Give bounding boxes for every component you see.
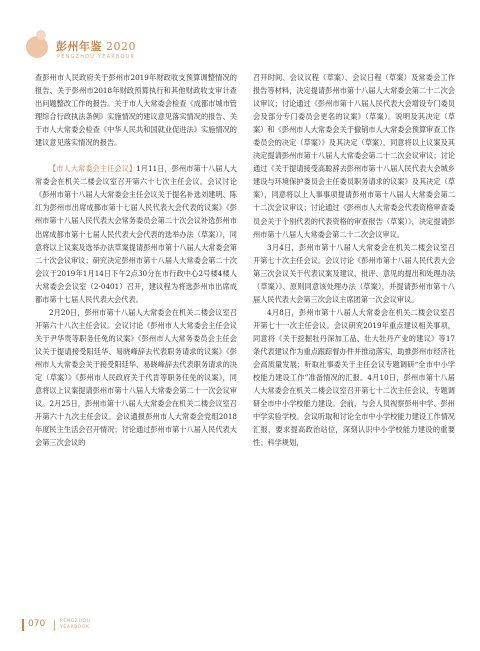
footer-label-line1: PENGZHOU [60,619,91,624]
right-column [253,71,455,449]
paragraph: 召开时间、会议议程（草案）、会议日程（草案）及常委会工作报告等材料，决定提请彭州市第十八届人大常委会第二十二次会议审议；讨论通过《彭州市第十八届人民代表大会增设专门委员会及部分专门委员会更名的议案》（草案）。说明及其决定（草案）和《彭州市人大常委会关于撤销市人大常委会预算审查工作委员会的决定（草案）》及其决定（草案），同意将以上议案及其决定提请彭州市第十八届人大常委会第二十二次会议审议；讨论通过《关于提请接受高聪辞去彭州市第十八届人民代表大会城乡建设与环境保护委员会主任委员职务请求的议案》及其决定（草案），同意将以上人事事项提请彭州市第十八届人大常委会第二十二次会议审议；讨论通过《彭州市人大常委会代表资格审查委员会关于个别代表的代表资格的审查报告（草案）》，决定提请彭州市第十八届人大常委会第二十二次会议审议。 [253,73,455,239]
page-footer [22,616,222,636]
yearbook-year: 2020 [106,40,136,53]
paragraph: 查彭州市人民政府关于彭州市2019年财政收支预算调整情况的报告、关于彭州市2018年财政预算执行和其他财政收支审计查出问题整改工作的报告。关于市人大常委会检查《成都市城市管理综合行政执法条例》实施情况的建议意见落实情况的报告、关于市人大常委会检查《中华人民共和国就业促进法》实施情况的建议意见落实情况的报告。 [35,73,237,148]
yearbook-title [56,38,136,54]
paragraph: 3月4日，彭州市第十八届人大常委会在机关二楼会议室召开第七十次主任会议。会议讨论《彭州市第十八届人民代表大会第三次会议关于代表议案及建议、批评、意见的提出和处理办法（草案）》、原则同意该处理办法（草案），并提请彭州市第十八届人民代表大会第三次会议主席团第一次会议审议。 [253,242,455,304]
page-number: 070 [28,619,46,629]
section-paragraph [35,162,237,306]
yearbook-title-text: 彭州年鉴 [56,40,102,53]
paragraph: 2月20日，彭州市第十八届人大常委会在机关二楼会议室召开第六十八次主任会议。会议讨论《彭州市人大常委会主任会议关于尹华贵等职务任免的议案》《彭州市人大常务委员会主任会议关于提请接受阳廷华、易晓峰辞去代表职务请求的议案》《彭州市人大常委会关于接受阳廷华、易晓峰辞去代表职务请求的决定（草案）》《彭州市人民政府关于代肯等职务任免的议案》，同意将以上议案提请彭州市第十八届人大常委会第二十一次会议审议。2月25日，彭州市第十八届人大常委会在机关二楼会议室召开第六十九次主任会议。会议通报彭州市人大常委会党组2018年度民主生活会召开情况；讨论通过彭州市第十八届人民代表大会第三次会议的 [35,307,237,448]
left-column [35,71,237,449]
paragraph-text: 1月11日，彭州市第十八届人大常委会在机关二楼会议室召开第六十七次主任会议。会议讨论《彭州市第十八届人大常委会主任会议关于提名补选刘建明、陈红为彭州市出席成都市第十七届人民代表大会代表的议案》《彭州市第十八届人民代表大会常务委员会第二十次会议补选彭州市出席成都市第十七届人民代表大会代表的选举办法（草案）》，同意将以上议案及选举办法草案提请彭州市第十八届人大常委会第二十次会议审议；研究决定彭州市第十八届人大常委会第二十次会议于2019年1月14日下午2点30分在市行政中心2号楼4楼人大常委会会议室（2-0401）召开，建议程为将选彭州市出席成都市第十七届人民代表大会代表。 [35,164,237,304]
footer-divider [54,620,55,631]
yearbook-logo-icon [26,36,48,58]
section-heading: 【市人大常委会主任会议】 [49,164,137,174]
footer-bar-icon [22,619,24,631]
footer-label-line2: YEARBOOK [60,624,90,630]
page-header [0,0,480,64]
yearbook-subtitle: PENGZHOU YEARBOOK [57,54,136,60]
footer-yearbook-label [60,619,91,630]
paragraph: 4月8日，彭州市第十八届人大常委会在机关二楼会议室召开第七十一次主任会议。会议研究2019年重点建议相关事项，同意将《关于挖掘牡丹深加工品、壮大牡丹产业的建议》等17条代表建议作为重点跟踪督办件并推动落实，助推彭州市经济社会高质量发展；听取社事委关于主任会议专题调研“全市中小学校能力建设工作”准备情况的汇报。4月10日，彭州市第十八届人大常委会在机关二楼会议室召开第七十二次主任会议，专题调研全市中小学校能力建设。会前，与会人员视察彭州中学、彭州中学实验学校。会议听取和讨论全市中小学校能力建设工作情况汇报，要求提高政治站位，深刻认识中小学校能力建设的重要性；科学规划， [253,307,455,448]
logo-accent-icon [36,30,46,40]
